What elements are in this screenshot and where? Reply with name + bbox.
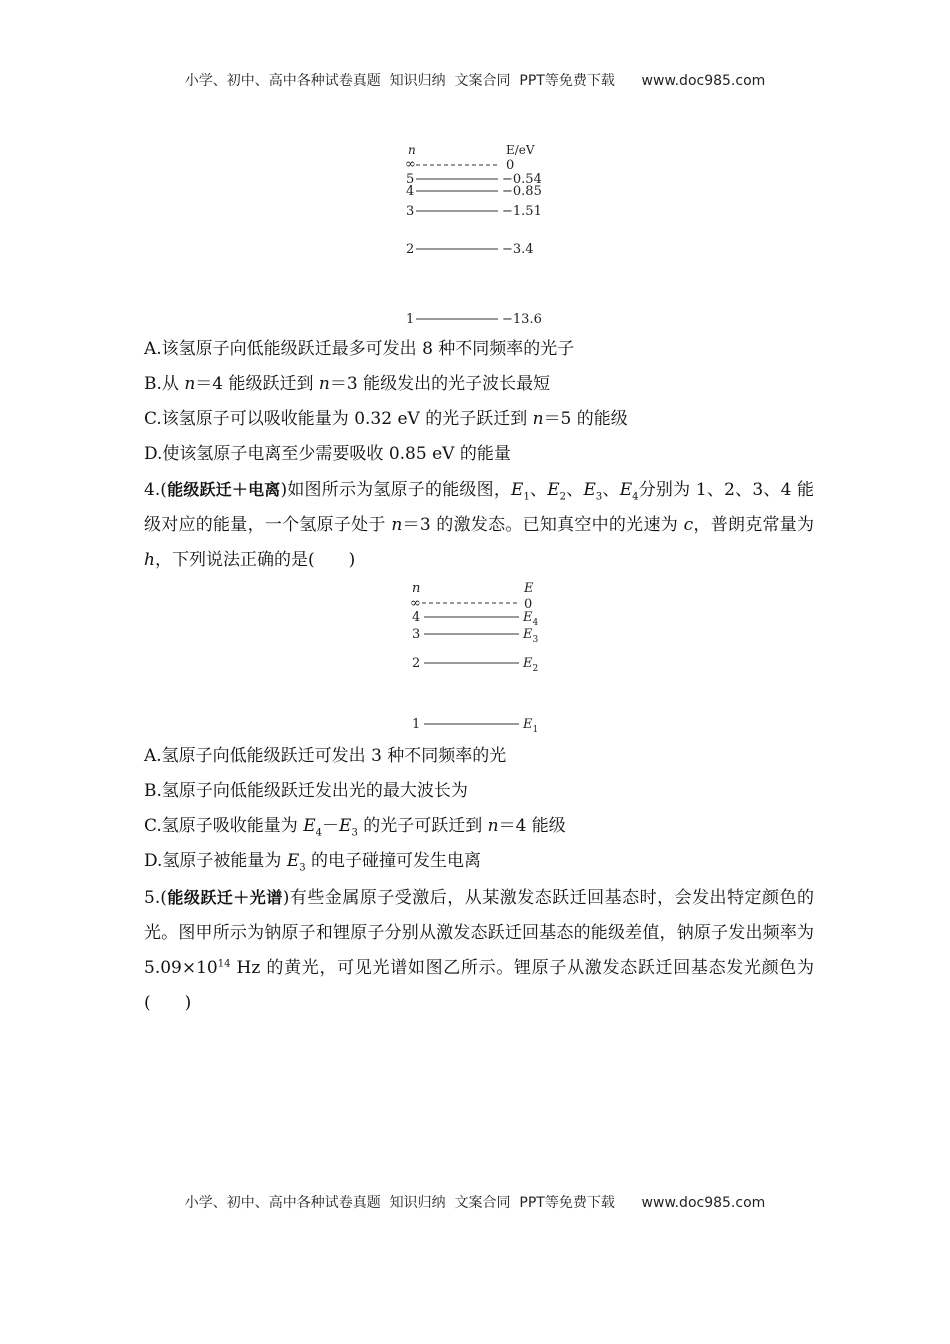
diagram2-e-label: E	[524, 581, 534, 596]
q4-option-d: D.氢原子被能量为 $E_3$ 的电子碰撞可发生电离	[144, 851, 482, 874]
question-4-tag: 能级跃迁＋电离	[166, 480, 281, 499]
diagram1-level-n: ∞	[405, 157, 416, 172]
diagram1-level-e: −13.6	[502, 312, 542, 327]
diagram2-level-e: $E_1$	[523, 717, 539, 735]
diagram2-level-e: $E_4$	[523, 610, 539, 628]
page-header: 小学、初中、高中各种试卷真题 知识归纳 文案合同 PPT等免费下载 www.doc985.com	[184, 73, 766, 89]
diagram2-level-n: 4	[412, 610, 421, 625]
q4-option-a: A.氢原子向低能级跃迁可发出 3 种不同频率的光	[144, 746, 507, 766]
diagram2-level-n: ∞	[410, 596, 421, 611]
diagram2-level-n: 1	[412, 717, 421, 732]
diagram1-level-n: 1	[406, 312, 415, 327]
diagram2-level-e: $E_3$	[523, 627, 539, 645]
q3-option-b: B.从 n＝4 能级跃迁到 n＝3 能级发出的光子波长最短	[144, 374, 551, 394]
diagram1-level-e: −0.54	[502, 172, 542, 187]
q3-option-d: D.使该氢原子电离至少需要吸收 0.85 eV 的能量	[144, 444, 511, 464]
diagram2-level-e: $E_2$	[523, 656, 539, 674]
diagram1-level-e: −1.51	[502, 204, 542, 219]
diagram1-level-n: 4	[406, 184, 415, 199]
diagram2-n-label: n	[412, 581, 421, 596]
question-5-tag: 能级跃迁＋光谱	[166, 888, 283, 907]
q3-option-a: A.该氢原子向低能级跃迁最多可发出 8 种不同频率的光子	[144, 339, 575, 359]
q3-option-c: C.该氢原子可以吸收能量为 0.32 eV 的光子跃迁到 n＝5 的能级	[144, 409, 628, 429]
diagram2-level-e: 0	[524, 597, 533, 612]
question-5-stem: 5.(能级跃迁＋光谱)有些金属原子受激后，从某激发态跃迁回基态时，会发出特定颜色的光。图甲所示为钠原子和锂原子分别从激发态跃迁回基态的能级差值，钠原子发出频率为 $5.09\times 10^{14}$ Hz 的黄光，可见光谱如图乙所示。锂原子从激发态跃迁回基态发光颜色为( )	[144, 888, 814, 1013]
page-footer: 小学、初中、高中各种试卷真题 知识归纳 文案合同 PPT等免费下载 www.doc985.com	[184, 1195, 766, 1211]
q4-option-b: B.氢原子向低能级跃迁发出光的最大波长为	[144, 781, 468, 801]
diagram2-level-n: 2	[412, 656, 421, 671]
diagram2-level-n: 3	[412, 627, 421, 642]
diagram1-level-n: 3	[406, 204, 415, 219]
diagram1-level-n: 2	[406, 242, 415, 257]
diagram1-e-label: E/eV	[506, 143, 535, 157]
q4-option-c: C.氢原子吸收能量为 $E_4-E_3$ 的光子可跃迁到 n＝4 能级	[144, 816, 566, 839]
question-4-stem: 4.(能级跃迁＋电离)如图所示为氢原子的能级图，$E_1$、$E_2$、$E_3$、$E_4$分别为 1、2、3、4 能级对应的能量，一个氢原子处于 n＝3 的激发态。已知真空中的光速为 c，普朗克常量为 h，下列说法正确的是( )	[144, 480, 815, 570]
diagram1-level-e: −3.4	[502, 242, 534, 257]
diagram1-level-n: 5	[406, 172, 415, 187]
energy-level-diagram-1	[398, 138, 558, 330]
diagram1-level-e: 0	[506, 158, 515, 173]
diagram1-n-label: n	[408, 143, 416, 157]
energy-level-diagram-2	[404, 576, 554, 738]
diagram1-level-e: −0.85	[502, 184, 542, 199]
